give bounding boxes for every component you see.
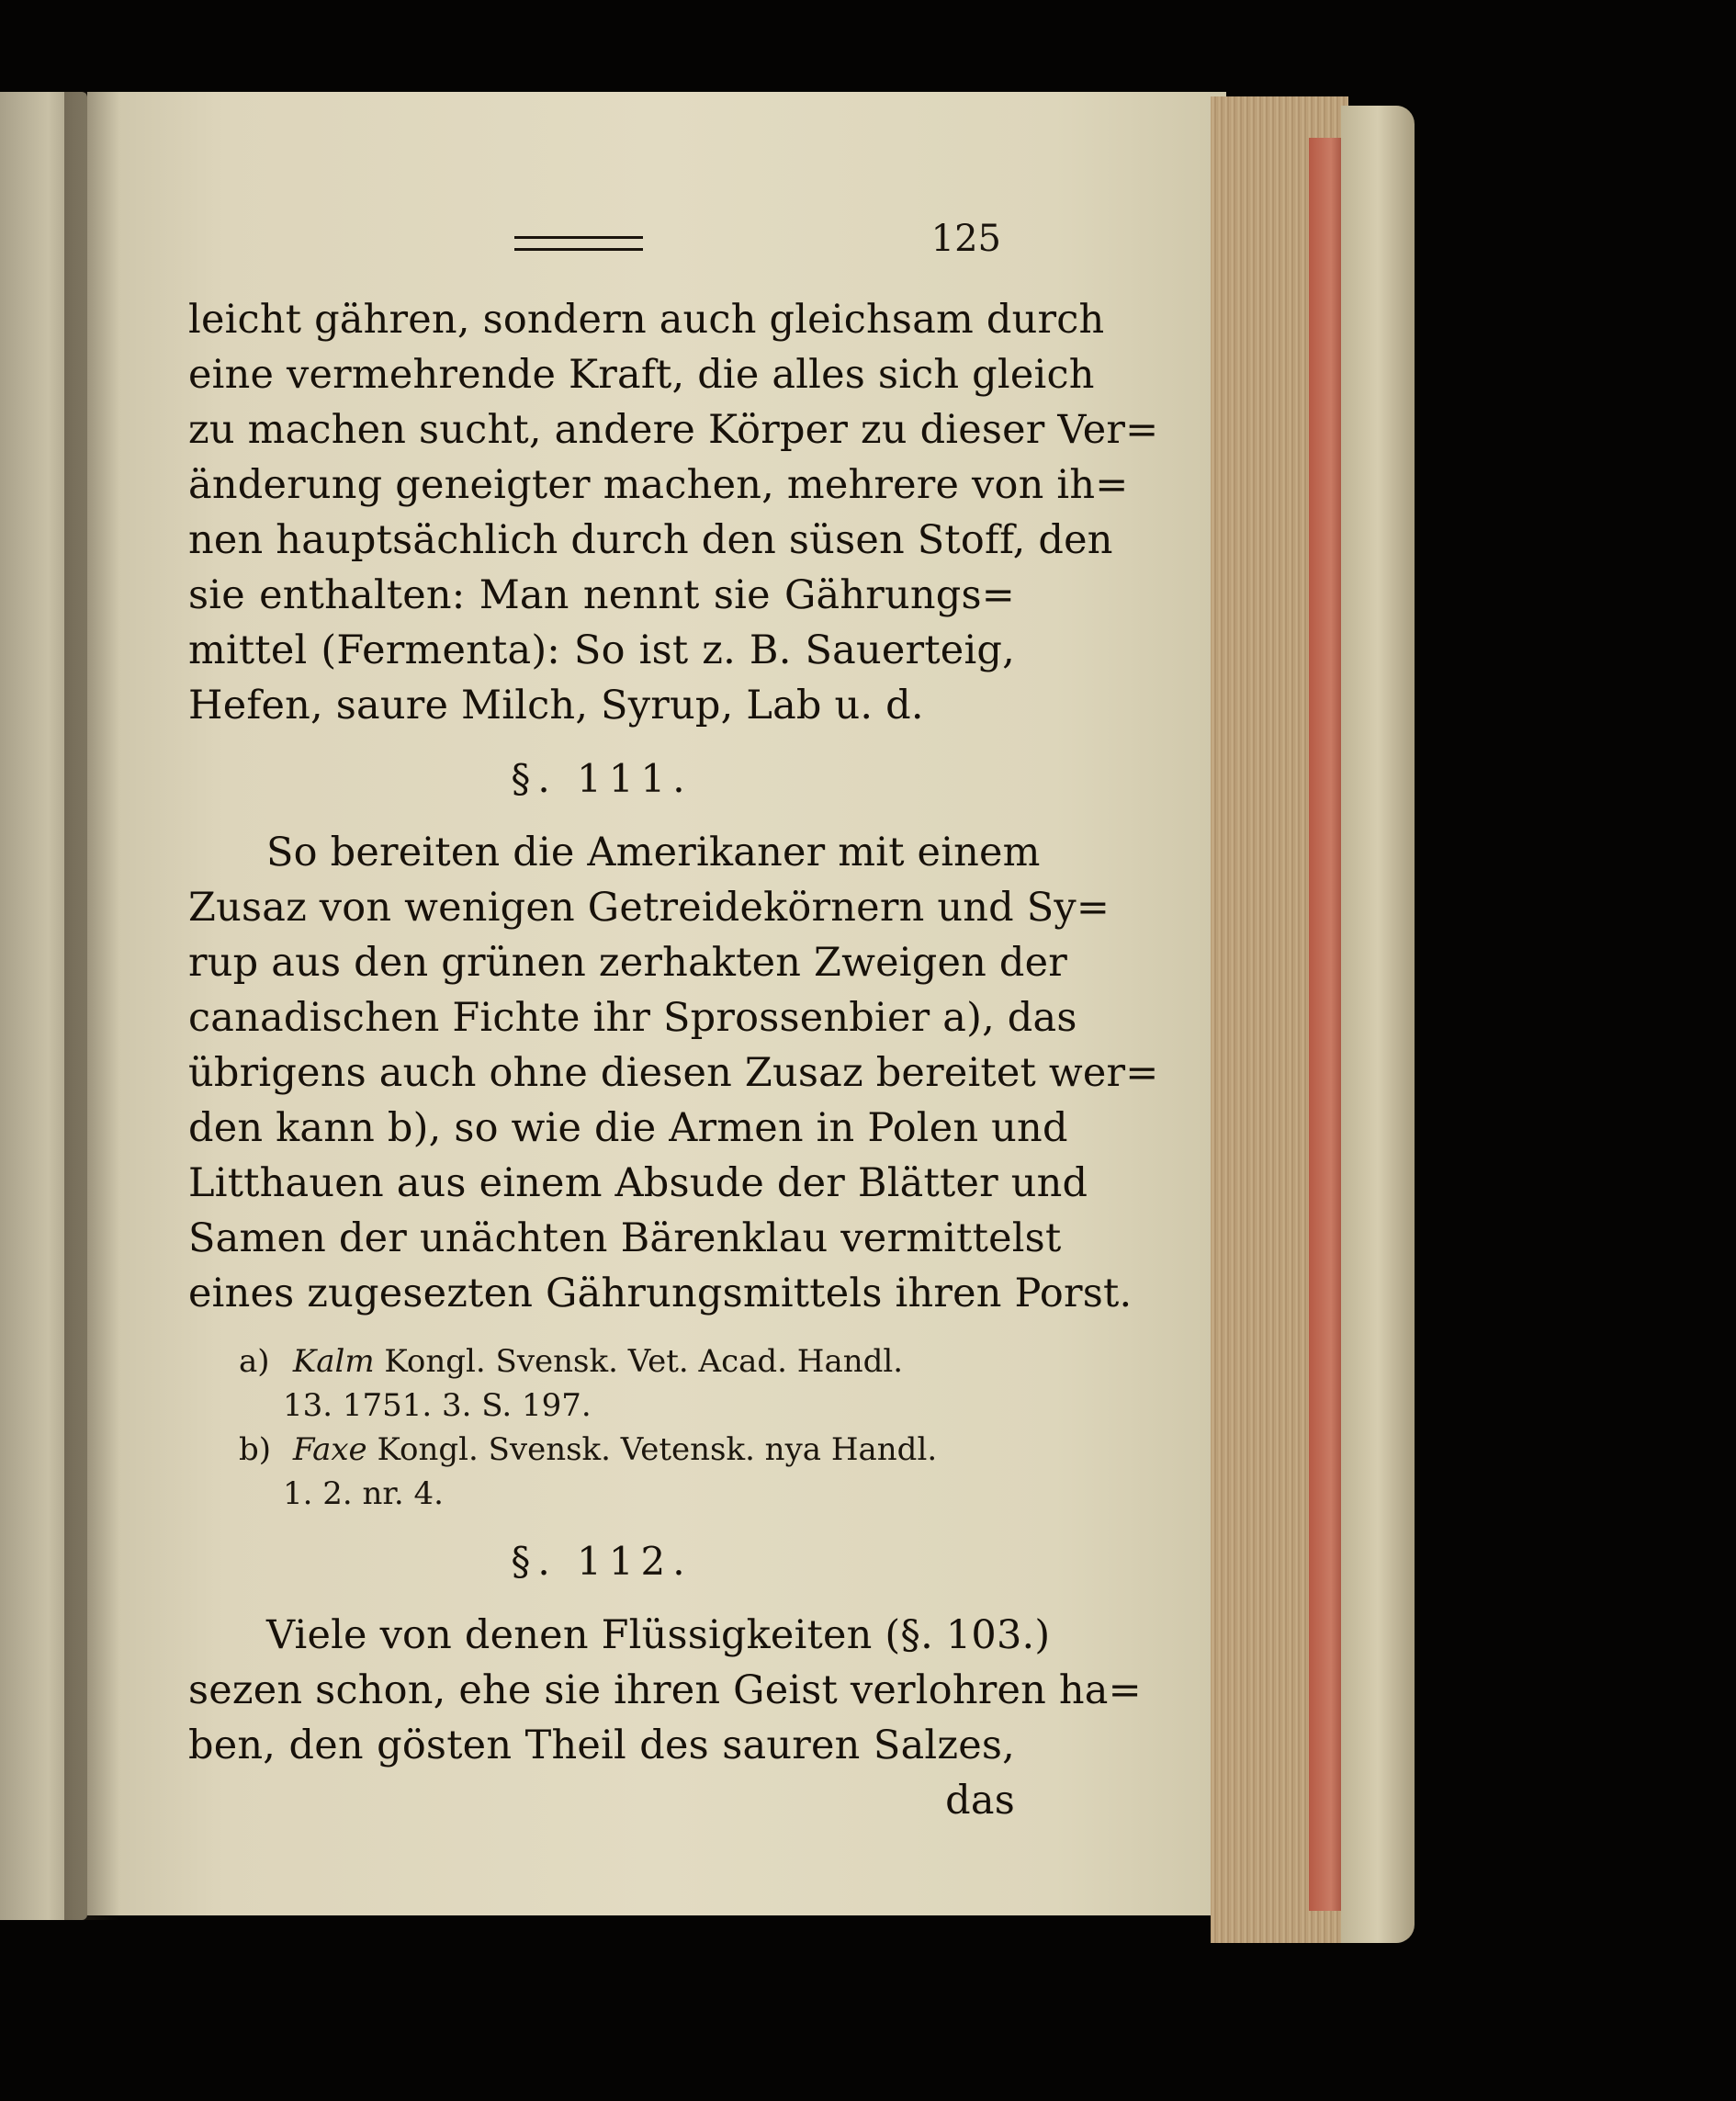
catchword: das [945,1778,1015,1824]
text-line: sie enthalten: Man nennt sie Gährungs= [188,572,1015,618]
text-line: leicht gähren, sondern auch gleichsam durch [188,297,1105,343]
book-cover-edge [1341,106,1415,1943]
footnote-author: Faxe [292,1431,367,1468]
text-line: mittel (Fermenta): So ist z. B. Sauerteig, [188,627,1015,673]
footnote-label: a) [239,1343,270,1380]
footnote-a [188,1339,1015,1384]
footnotes [188,1339,1015,1516]
red-edge [1309,138,1346,1911]
section-heading-112: §. 112. [511,1539,693,1584]
text-line: Viele von denen Flüssigkeiten (§. 103.) [266,1612,1051,1658]
text-line: nen hauptsächlich durch den süsen Stoff, den [188,517,1113,563]
footnote-label: b) [239,1431,272,1468]
running-head [184,218,1001,262]
page-text [188,292,1159,1828]
section-heading-111: §. 111. [511,756,693,801]
footnote-b [188,1428,1015,1472]
text-line: eine vermehrende Kraft, die alles sich gleich [188,352,1095,398]
text-line: eines zugesezten Gährungsmittels ihren Porst. [188,1271,1133,1316]
footnote-author: Kalm [292,1343,375,1380]
footnote-text: Kongl. Svensk. Vet. Acad. Handl. [384,1343,904,1380]
text-line: ben, den gösten Theil des sauren Salzes, [188,1723,1015,1768]
text-line: Hefen, saure Milch, Syrup, Lab u. d. [188,683,924,729]
text-line: Samen der unächten Bärenklau vermittelst [188,1215,1062,1261]
gutter-shadow [64,92,119,1920]
footnote-text: Kongl. Svensk. Vetensk. nya Handl. [377,1431,938,1468]
text-line: Litthauen aus einem Absude der Blätter und [188,1160,1088,1206]
text-line: sezen schon, ehe sie ihren Geist verlohren ha= [188,1667,1142,1713]
footnote-b-cont: 1. 2. nr. 4. [283,1475,444,1512]
text-line: den kann b), so wie die Armen in Polen und [188,1105,1068,1151]
footnote-a-cont: 13. 1751. 3. S. 197. [283,1387,592,1424]
text-line: rup aus den grünen zerhakten Zweigen der [188,940,1068,986]
text-line: So bereiten die Amerikaner mit einem [266,830,1041,875]
text-line: änderung geneigter machen, mehrere von ih= [188,462,1129,508]
text-line: Zusaz von wenigen Getreidekörnern und Sy= [188,885,1110,931]
page-number: 125 [930,218,1001,260]
text-line: übrigens auch ohne diesen Zusaz bereitet wer= [188,1050,1159,1096]
ornamental-rule [514,236,643,251]
text-line: zu machen sucht, andere Körper zu dieser Ver= [188,407,1159,453]
text-line: canadischen Fichte ihr Sprossenbier a), das [188,995,1077,1041]
